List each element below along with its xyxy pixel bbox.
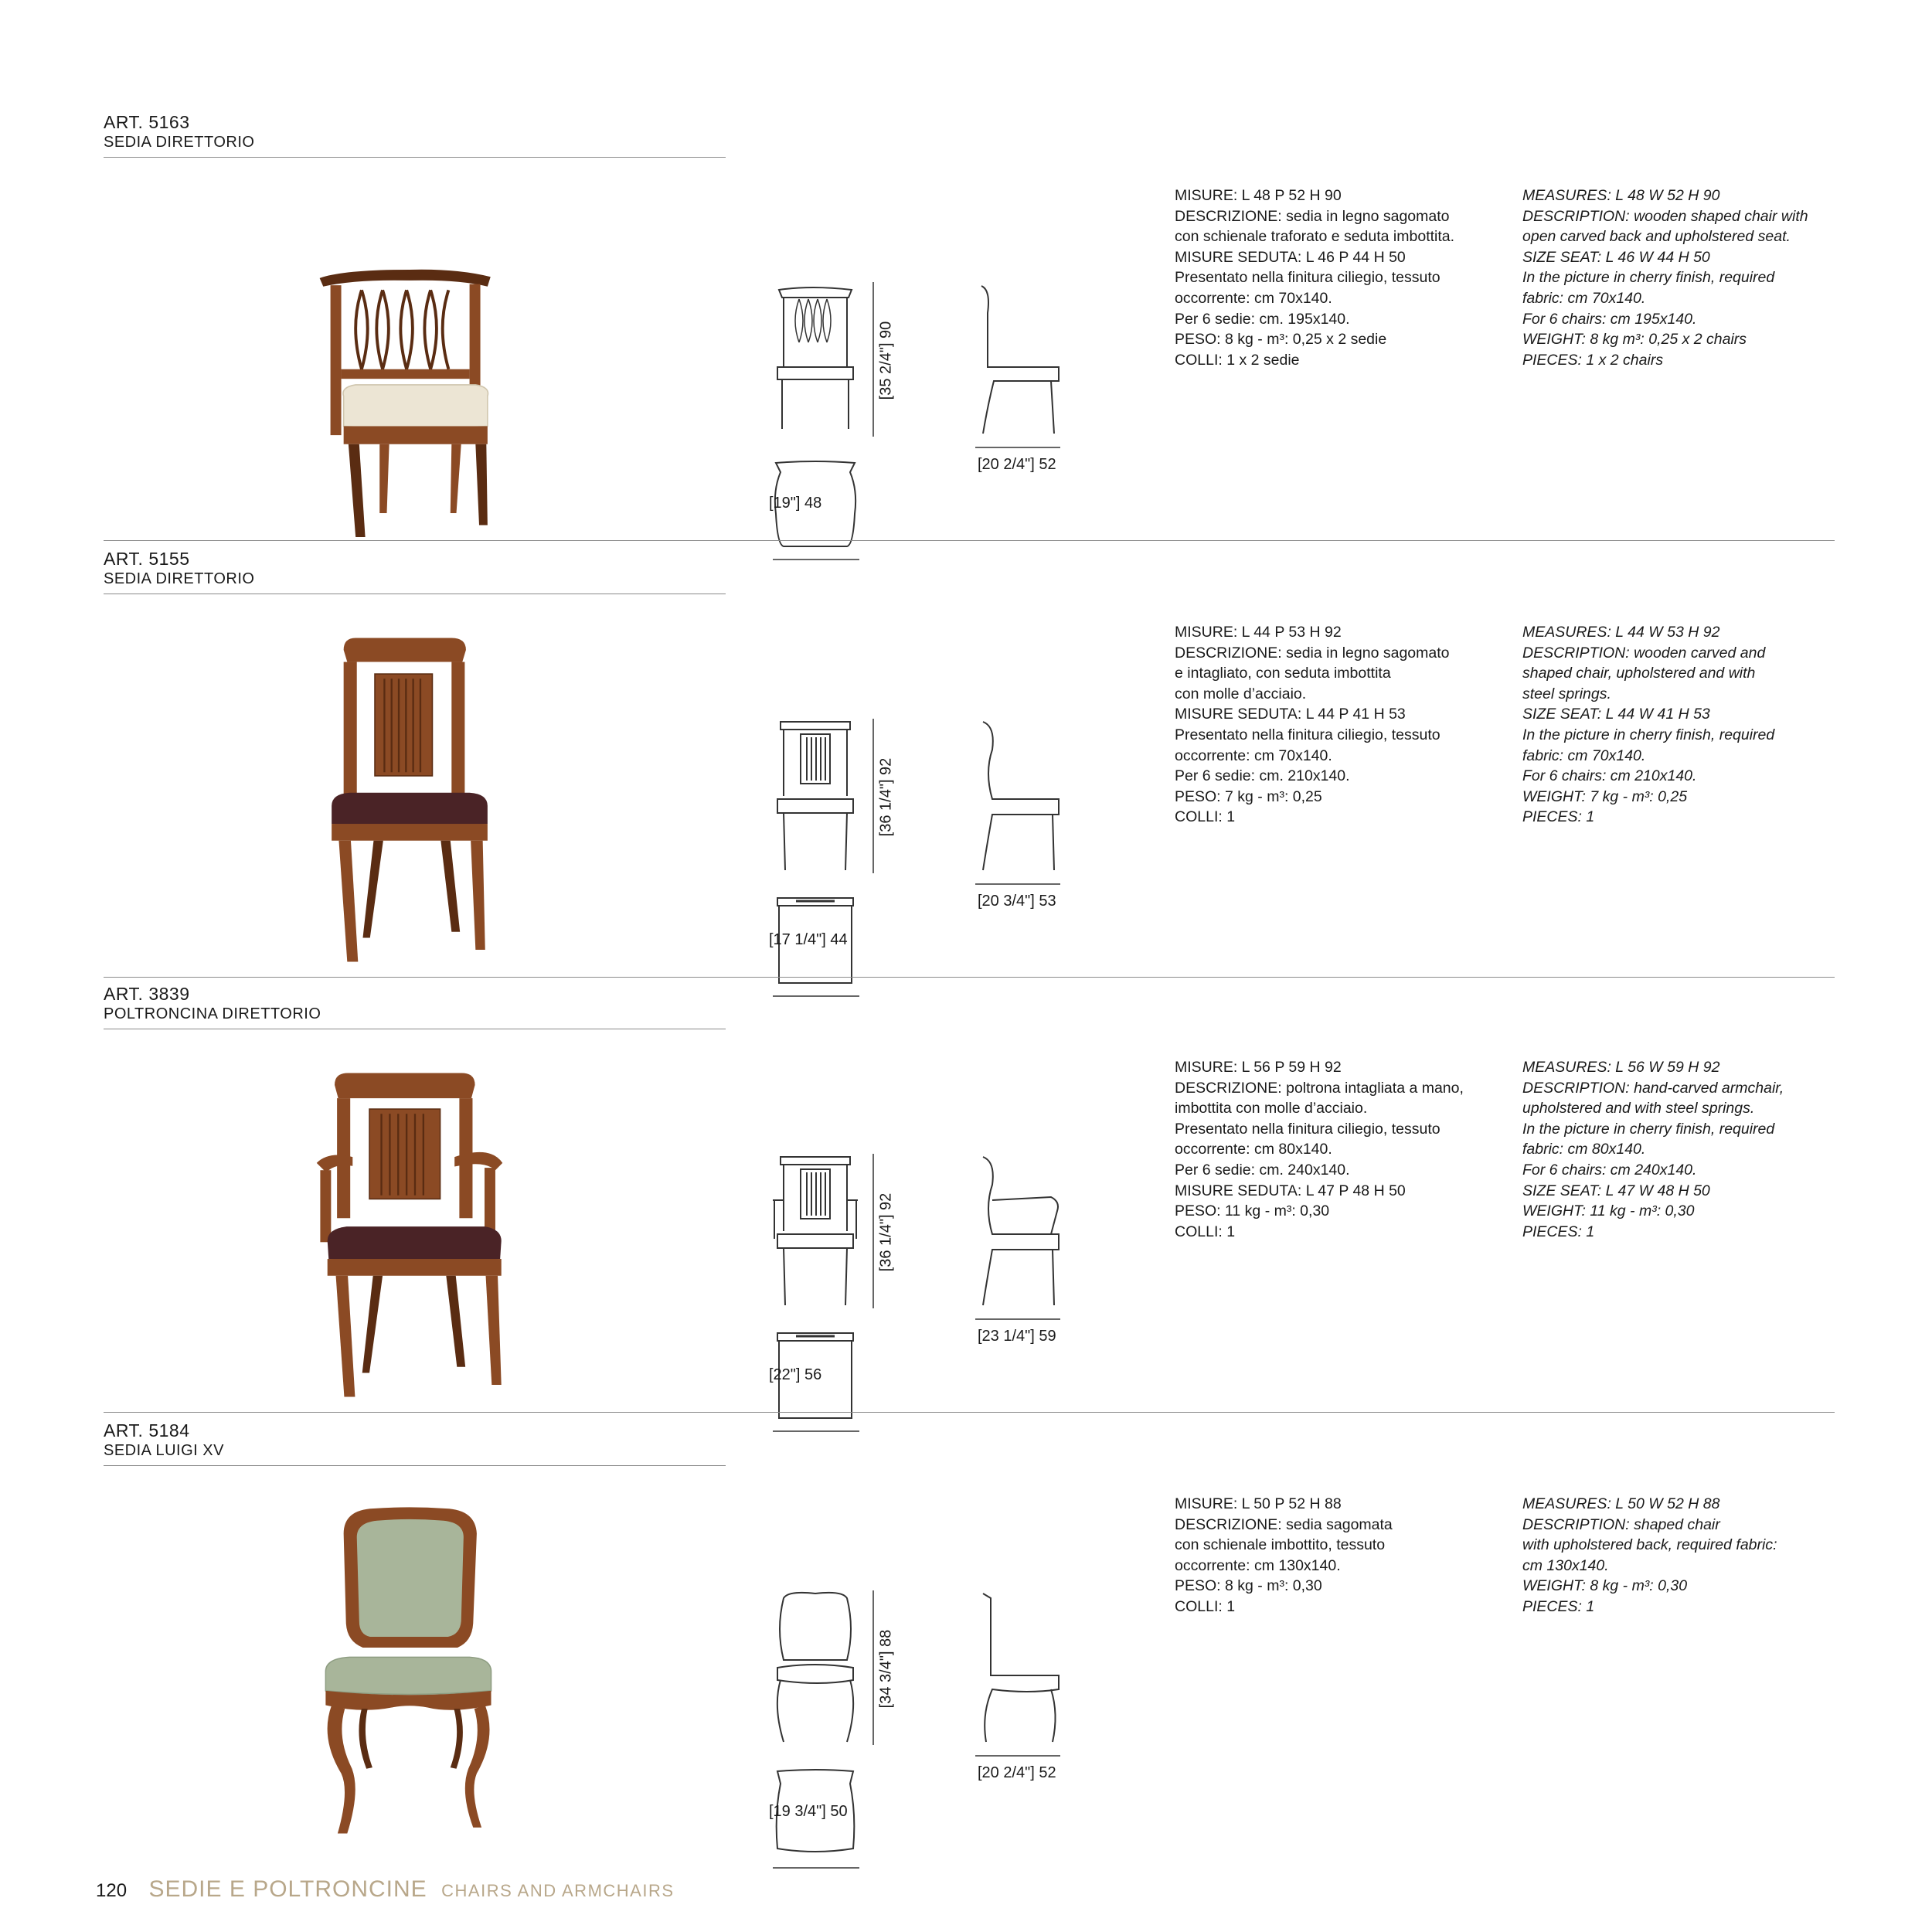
width-dimension: [17 1/4"] 44 [769,931,848,948]
article-name: SEDIA DIRETTORIO [104,570,255,587]
height-dimension-line [869,282,877,437]
depth-dimension: [20 2/4"] 52 [978,456,1056,473]
spec-line-it: Per 6 sedie: cm. 210x140. [1175,767,1350,785]
spec-line-it: occorrente: cm 130x140. [1175,1556,1341,1574]
spec-line-it: MISURE: L 56 P 59 H 92 [1175,1059,1342,1076]
title-divider [104,1465,726,1466]
spec-line-en: For 6 chairs: cm 210x140. [1522,767,1697,785]
product-section [0,1420,1932,1853]
specification-english [1522,1494,1847,1617]
article-code: ART. 5163 [104,112,190,132]
spec-line-it: con schienale imbottito, tessuto [1175,1536,1386,1554]
spec-line-it: imbottita con molle d’acciaio. [1175,1100,1368,1117]
depth-dimension-line [975,883,1060,886]
depth-dimension: [20 3/4"] 53 [978,893,1056,910]
side-view-drawing [974,1590,1060,1745]
specification-english [1522,622,1847,828]
spec-line-en: MEASURES: L 48 W 52 H 90 [1522,187,1720,204]
spec-line-en: In the picture in cherry finish, required [1522,726,1775,743]
spec-line-en: MEASURES: L 44 W 53 H 92 [1522,624,1720,641]
height-dimension: [35 2/4"] 90 [877,321,895,400]
spec-line-en: with upholstered back, required fabric: [1522,1536,1777,1554]
height-dimension-line [869,1590,877,1745]
front-view-drawing [773,719,859,873]
depth-dimension-line [975,1754,1060,1757]
specification-english [1522,185,1847,370]
spec-line-it: MISURE SEDUTA: L 44 P 41 H 53 [1175,706,1406,723]
spec-line-en: WEIGHT: 8 kg m³: 0,25 x 2 chairs [1522,331,1747,349]
spec-line-en: upholstered and with steel springs. [1522,1100,1755,1117]
spec-line-en: MEASURES: L 50 W 52 H 88 [1522,1495,1720,1512]
side-view-drawing [974,282,1060,437]
height-dimension: [34 3/4"] 88 [877,1629,895,1709]
technical-drawing [761,1498,1086,1853]
width-dimension-line [773,1866,859,1869]
depth-dimension: [20 2/4"] 52 [978,1764,1056,1781]
spec-line-it: occorrente: cm 70x140. [1175,289,1332,307]
spec-line-en: PIECES: 1 [1522,1223,1595,1240]
spec-line-it: PESO: 7 kg - m³: 0,25 [1175,787,1322,805]
spec-line-it: Presentato nella finitura ciliegio, tessuto [1175,269,1440,287]
spec-line-it: COLLI: 1 [1175,808,1236,826]
spec-line-en: fabric: cm 80x140. [1522,1141,1646,1158]
spec-line-it: DESCRIZIONE: sedia sagomata [1175,1515,1393,1533]
width-dimension: [19"] 48 [769,495,822,512]
side-view-drawing [974,719,1060,873]
technical-drawing [761,626,1086,981]
spec-line-it: MISURE: L 50 P 52 H 88 [1175,1495,1342,1512]
spec-line-en: In the picture in cherry finish, required [1522,1120,1775,1138]
spec-line-it: con molle d’acciaio. [1175,685,1307,702]
front-view-drawing [773,1590,859,1745]
spec-line-en: DESCRIPTION: wooden carved and [1522,644,1766,662]
spec-line-it: DESCRIZIONE: sedia in legno sagomato [1175,207,1450,225]
spec-line-it: Per 6 sedie: cm. 195x140. [1175,310,1350,328]
product-section [0,984,1932,1417]
spec-line-en: For 6 chairs: cm 240x140. [1522,1161,1697,1179]
side-view-drawing [974,1154,1060,1308]
spec-line-en: DESCRIPTION: shaped chair [1522,1515,1720,1533]
spec-line-it: DESCRIZIONE: poltrona intagliata a mano, [1175,1079,1464,1097]
spec-line-it: MISURE: L 48 P 52 H 90 [1175,187,1342,204]
article-name: SEDIA DIRETTORIO [104,134,255,151]
spec-line-en: In the picture in cherry finish, required [1522,269,1775,287]
section-divider [104,977,1835,978]
height-dimension: [36 1/4"] 92 [877,1192,895,1272]
spec-line-en: cm 130x140. [1522,1556,1609,1574]
spec-line-en: WEIGHT: 8 kg - m³: 0,30 [1522,1577,1688,1595]
specification-italian [1175,622,1515,828]
spec-line-en: PIECES: 1 [1522,808,1595,826]
spec-line-en: fabric: cm 70x140. [1522,747,1646,764]
spec-line-it: MISURE SEDUTA: L 46 P 44 H 50 [1175,248,1406,266]
specification-italian [1175,185,1515,370]
spec-line-it: PESO: 8 kg - m³: 0,25 x 2 sedie [1175,331,1387,349]
height-dimension-line [869,1154,877,1308]
spec-line-it: occorrente: cm 70x140. [1175,747,1332,764]
article-name: POLTRONCINA DIRETTORIO [104,1005,321,1022]
specification-english [1522,1057,1847,1242]
height-dimension: [36 1/4"] 92 [877,757,895,837]
product-photo [278,1498,541,1845]
page-number: 120 [96,1880,128,1901]
spec-line-it: COLLI: 1 [1175,1597,1236,1615]
section-divider [104,540,1835,541]
spec-line-en: WEIGHT: 7 kg - m³: 0,25 [1522,787,1688,805]
spec-line-it: DESCRIZIONE: sedia in legno sagomato [1175,644,1450,662]
spec-line-it: Presentato nella finitura ciliegio, tessuto [1175,726,1440,743]
spec-line-en: PIECES: 1 x 2 chairs [1522,351,1664,369]
width-dimension: [19 3/4"] 50 [769,1803,848,1820]
spec-line-en: WEIGHT: 11 kg - m³: 0,30 [1522,1202,1695,1220]
spec-line-en: PIECES: 1 [1522,1597,1595,1615]
spec-line-en: DESCRIPTION: wooden shaped chair with [1522,207,1808,225]
depth-dimension: [23 1/4"] 59 [978,1328,1056,1345]
product-photo [278,189,541,537]
technical-drawing [761,1061,1086,1417]
specification-italian [1175,1057,1515,1242]
spec-line-en: MEASURES: L 56 W 59 H 92 [1522,1059,1720,1076]
technical-drawing [761,189,1086,545]
spec-line-it: PESO: 8 kg - m³: 0,30 [1175,1577,1322,1595]
section-title-it: SEDIE E POLTRONCINE [148,1876,427,1902]
front-view-drawing [773,1154,859,1308]
spec-line-en: SIZE SEAT: L 46 W 44 H 50 [1522,248,1710,266]
title-divider [104,157,726,158]
spec-line-it: occorrente: cm 80x140. [1175,1141,1332,1158]
spec-line-it: COLLI: 1 [1175,1223,1236,1240]
spec-line-en: fabric: cm 70x140. [1522,289,1646,307]
depth-dimension-line [975,446,1060,449]
spec-line-en: SIZE SEAT: L 44 W 41 H 53 [1522,706,1710,723]
spec-line-it: con schienale traforato e seduta imbottita. [1175,228,1455,246]
article-name: SEDIA LUIGI XV [104,1442,224,1459]
product-section [0,112,1932,545]
spec-line-en: shaped chair, upholstered and with [1522,665,1756,682]
spec-line-it: COLLI: 1 x 2 sedie [1175,351,1300,369]
page-footer [96,1876,675,1907]
depth-dimension-line [975,1318,1060,1321]
section-title-en: CHAIRS AND ARMCHAIRS [441,1881,675,1900]
front-view-drawing [773,282,859,437]
spec-line-it: MISURE: L 44 P 53 H 92 [1175,624,1342,641]
article-code: ART. 3839 [104,984,190,1004]
spec-line-en: SIZE SEAT: L 47 W 48 H 50 [1522,1182,1710,1199]
spec-line-en: DESCRIPTION: hand-carved armchair, [1522,1079,1784,1097]
spec-line-it: MISURE SEDUTA: L 47 P 48 H 50 [1175,1182,1406,1199]
spec-line-en: For 6 chairs: cm 195x140. [1522,310,1697,328]
article-code: ART. 5184 [104,1420,190,1440]
spec-line-it: Per 6 sedie: cm. 240x140. [1175,1161,1350,1179]
article-code: ART. 5155 [104,549,190,569]
product-section [0,549,1932,981]
spec-line-it: e intagliato, con seduta imbottita [1175,665,1391,682]
spec-line-en: steel springs. [1522,685,1611,702]
spec-line-en: open carved back and upholstered seat. [1522,228,1791,246]
spec-line-it: Presentato nella finitura ciliegio, tessuto [1175,1120,1440,1138]
height-dimension-line [869,719,877,873]
product-photo [278,1061,541,1409]
width-dimension: [22"] 56 [769,1366,822,1383]
spec-line-it: PESO: 11 kg - m³: 0,30 [1175,1202,1330,1220]
specification-italian [1175,1494,1515,1617]
section-divider [104,1412,1835,1413]
product-photo [278,626,541,974]
